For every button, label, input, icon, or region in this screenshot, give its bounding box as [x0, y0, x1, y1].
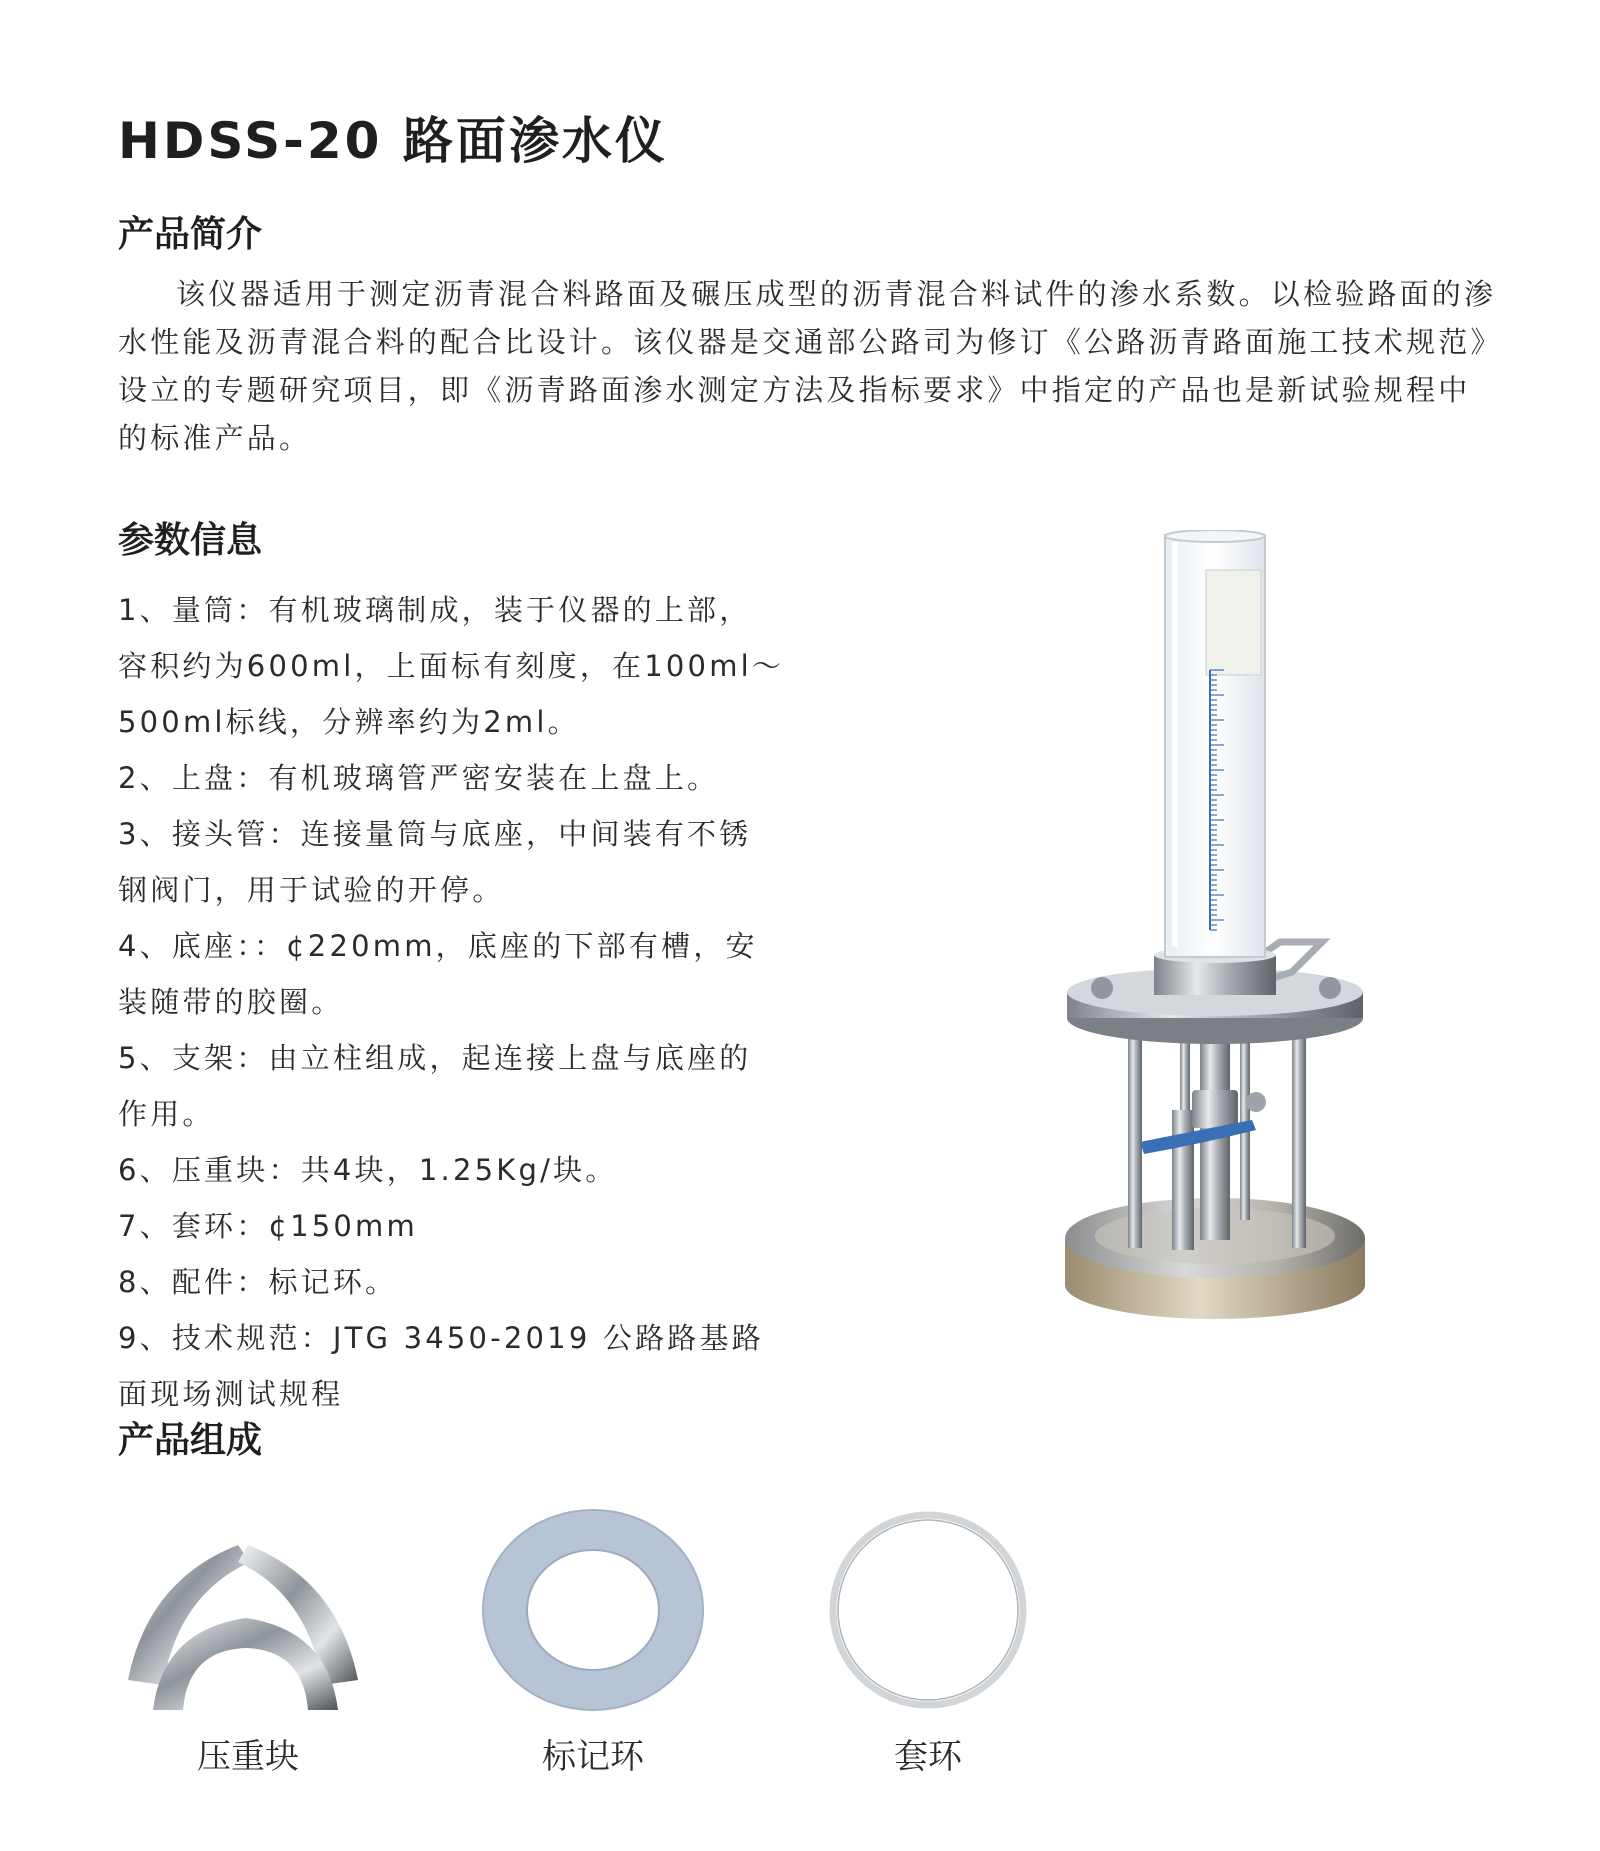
- parts-gallery: [118, 1500, 1118, 1820]
- param-line: 7、套环：¢150mm: [118, 1209, 418, 1243]
- param-list: [118, 582, 918, 1422]
- param-line: 3、接头管：连接量筒与底座，中间装有不锈: [118, 817, 752, 851]
- param-line: 1、量筒：有机玻璃制成，装于仪器的上部，: [118, 593, 752, 627]
- permeameter-illustration: [1060, 530, 1430, 1320]
- section-heading-intro: 产品简介: [118, 214, 263, 255]
- part-weight-block: [118, 1500, 378, 1777]
- param-line: 9、技术规范：JTG 3450-2019 公路路基路: [118, 1321, 764, 1355]
- param-line: 5、支架：由立柱组成，起连接上盘与底座的: [118, 1041, 752, 1075]
- param-line: 8、配件：标记环。: [118, 1265, 398, 1299]
- part-label: 套环: [894, 1737, 962, 1777]
- collar-ring-icon: [828, 1500, 1028, 1720]
- part-marking-ring: [478, 1500, 708, 1777]
- param-line: 装随带的胶圈。: [118, 985, 344, 1019]
- marking-ring-icon: [478, 1500, 708, 1720]
- section-heading-params: 参数信息: [118, 520, 263, 561]
- param-line: 2、上盘：有机玻璃管严密安装在上盘上。: [118, 761, 720, 795]
- param-line: 6、压重块：共4块，1.25Kg/块。: [118, 1153, 618, 1187]
- param-line: 作用。: [118, 1097, 215, 1131]
- part-label: 标记环: [542, 1737, 644, 1777]
- product-image: [1060, 530, 1430, 1320]
- param-line: 4、底座：：¢220mm，底座的下部有槽，安: [118, 929, 758, 963]
- param-line: 容积约为600ml，上面标有刻度，在100ml～: [118, 649, 785, 683]
- part-label: 压重块: [197, 1737, 299, 1777]
- page-title: HDSS-20 路面渗水仪: [118, 112, 668, 170]
- weight-block-icon: [118, 1500, 378, 1720]
- section-heading-parts: 产品组成: [118, 1420, 263, 1461]
- param-line: 500ml标线，分辨率约为2ml。: [118, 705, 580, 739]
- param-line: 钢阀门，用于试验的开停。: [118, 873, 505, 907]
- part-collar-ring: [828, 1500, 1028, 1777]
- param-line: 面现场测试规程: [118, 1377, 344, 1411]
- intro-paragraph: 该仪器适用于测定沥青混合料路面及碾压成型的沥青混合料试件的渗水系数。以检验路面的渗水性能及沥青混合料的配合比设计。该仪器是交通部公路司为修订《公路沥青路面施工技术规范》设立的专题研究项目，即《沥青路面渗水测定方法及指标要求》中指定的产品也是新试验规程中的标准产品。: [118, 277, 1497, 455]
